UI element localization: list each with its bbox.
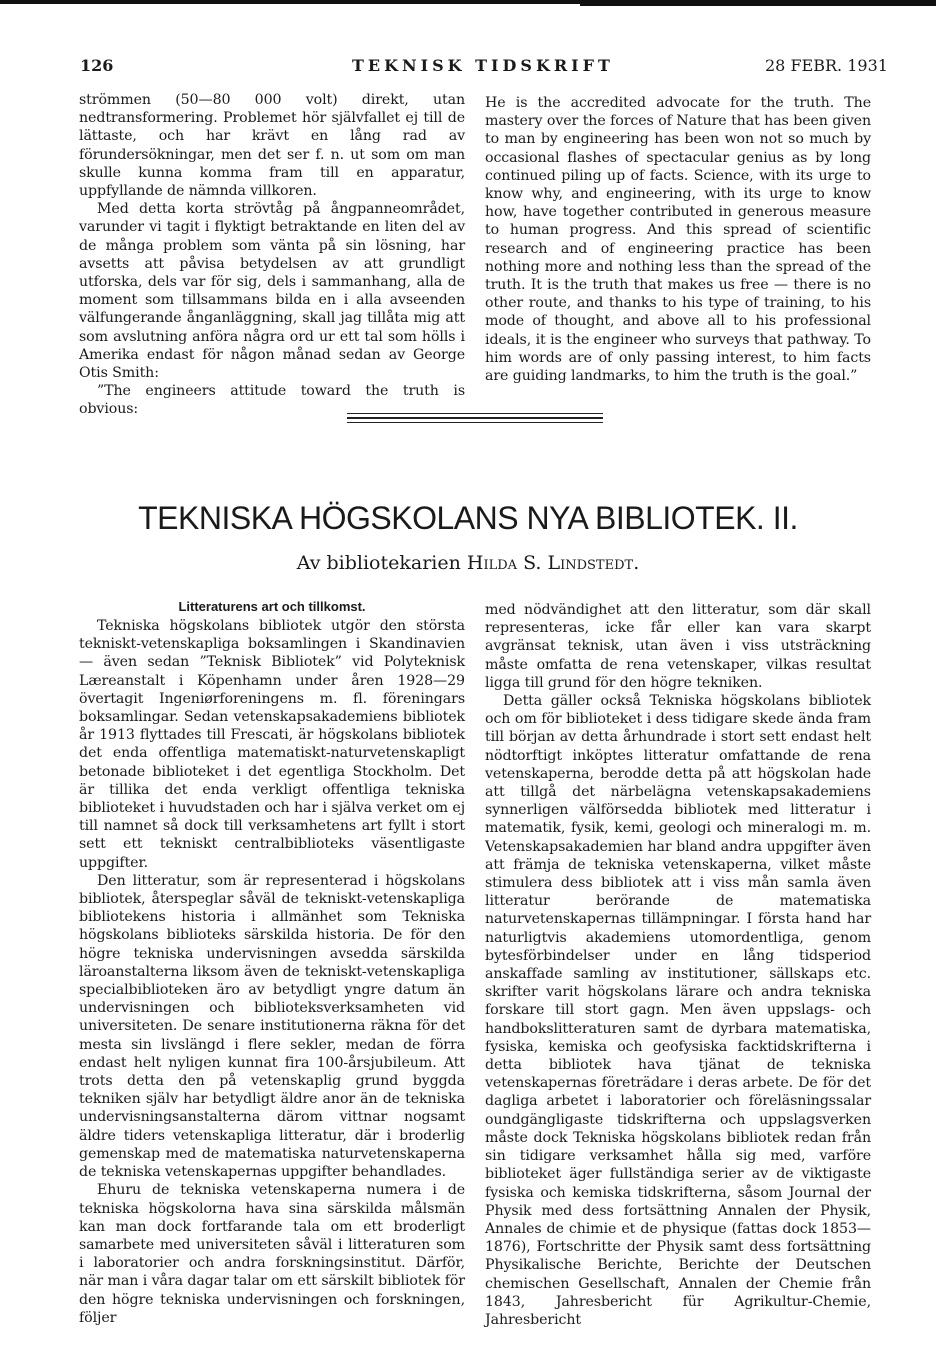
paragraph: He is the accredited advocate for the truth. The mastery over the forces of Nature that has been given to man by engineering has been won not so much by occasional flashes of spectacular genius as by long continued piling up of facts. Science, with its urge to know why, and engineering, with its urge to know how, have together contributed in generous measure to human progress. And this spread of scientific research and of engineering practice has been nothing more and nothing less than the spread of the truth. It is the truth that makes us free — there is no other route, and thanks to his type of training, to his mode of thought, and above all to his professional ideals, it is the engineer who surveys that pathway. To him words are of only passing interest, to him facts are guiding landmarks, to him the truth is the goal.” — [485, 95, 871, 385]
page-top-border-edge — [580, 0, 936, 6]
top-right-column — [485, 94, 871, 385]
paragraph: Tekniska högskolans bibliotek utgör den största tekniskt-vetenskapliga boksamlingen i Skandinavien — även sedan ”Teknisk Bibliotek” vid Polyteknisk Læreanstalt i Köpenhamn under åren 1928—29 övertagit Ingeniørforeningens m. fl. föreningars boksamlingar. Sedan vetenskapsakademiens bibliotek år 1913 flyttades till Frescati, är högskolans bibliotek det enda offentliga matematiskt-naturvetenskapligt betonade biblioteket i det egentliga Stockholm. Det är tillika det enda verkligt offentliga tekniska biblioteket i huvudstaden och har i själva verket om ej till namnet så dock till verksamhetens art fyllt i stort sett ett tekniskt centralbiblioteks väsentligaste uppgifter. — [79, 618, 465, 871]
bottom-right-column — [485, 601, 871, 1329]
article-title: TEKNISKA HÖGSKOLANS NYA BIBLIOTEK. II. — [138, 500, 798, 536]
byline-prefix: Av bibliotekarien — [296, 552, 467, 574]
paragraph: Med detta korta strövtåg på ångpanneområdet, varunder vi tagit i flyktigt betraktande en liten del av de många problem som vänta på sin lösning, har avsetts att påvisa betydelsen av att grundligt utforska, dels var för sig, dels i sammanhang, alla de moment som tillsammans bilda en i alla avseenden välfungerande ånganläggning, skall jag tillåta mig att som avslutning anföra några ord ur ett tal som hölls i Amerika endast för någon månad sedan av George Otis Smith: — [79, 201, 465, 382]
paragraph: med nödvändighet att den litteratur, som där skall representeras, icke får eller kan vara skarpt avgränsat teknisk, utan även i viss utsträckning måste omfatta de rena vetenskaper, vilkas resultat ligga till grund för den högre tekniken. — [485, 602, 871, 691]
issue-date: 28 FEBR. 1931 — [765, 56, 888, 75]
page-number: 126 — [80, 56, 114, 75]
journal-title: TEKNISK TIDSKRIFT — [352, 56, 614, 75]
paragraph: strömmen (50—80 000 volt) direkt, utan nedtransformering. Problemet hör självfallet ej till de lättaste, och har krävt en lång rad av förundersökningar, men det ser f. n. ut som om man skulle kunna komma fram till en apparatur, uppfyllande de nämnda villkoren. — [79, 92, 465, 200]
bottom-left-column — [79, 617, 465, 1327]
section-divider-line — [347, 417, 603, 419]
byline — [0, 552, 936, 574]
paragraph: Ehuru de tekniska vetenskaperna numera i de tekniska högskolorna hava sina särskilda målsmän kan man dock fortfarande tala om ett broderligt samarbete med universiteten såväl i litteraturen som i laboratorier och andra forskningsinstitut. Därför, när man i våra dagar talar om ett särskilt bibliotek för den högre tekniska undervisningen och forskningen, följer — [79, 1182, 465, 1326]
section-heading: Litteraturens art och tillkomst. — [178, 599, 366, 614]
top-left-column — [79, 91, 465, 419]
author-name: Hilda S. Lindstedt. — [466, 552, 640, 574]
paragraph: Den litteratur, som är representerad i högskolans bibliotek, återspeglar såväl de tekniskt-vetenskapliga bibliotekens historia i allmänhet som Tekniska högskolans biblioteks särskilda historia. De för den högre tekniska undervisningen avsedda särskilda läroanstalterna liksom även de tekniskt-vetenskapliga specialbiblioteken äro av betydligt yngre datum än undervisningen och biblioteksverksamheten vid universiteten. De senare institutionerna räkna för det mesta sin livslängd i flere sekler, medan de förra endast helt nyligen kunnat fira 100-årsjubileum. Att trots detta den på vetenskaplig grund byggda tekniken själv har betydligt äldre anor än de tekniska undervisningsanstalterna därom vittnar nogsamt äldre tiders vetenskapliga litteratur, där i broderlig gemenskap med de matematiska naturvetenskaperna de tekniska vetenskapernas uppgifter behandlades. — [79, 872, 465, 1181]
paragraph: ”The engineers attitude toward the truth is obvious: — [79, 383, 465, 418]
section-divider-line — [347, 413, 603, 414]
section-divider-line — [347, 422, 603, 423]
paragraph: Detta gäller också Tekniska högskolans bibliotek och om för biblioteket i dess tidigare skede ända fram till början av detta århundrade i stort sett endast helt nödtorftigt inköptes litteratur omfattande de rena vetenskaperna, berodde detta på att högskolan hade att tillgå det närbelägna vetenskapsakademiens synnerligen välförsedda bibliotek med litteratur i matematik, fysik, kemi, geologi och mineralogi m. m. Vetenskapsakademien har bland andra uppgifter även att främja de tekniska vetenskaperna, vilket måste stimulera dess bibliotek att i viss mån samla även litteratur berörande de matematiska naturvetenskapernas tillämpningar. I första hand har naturligtvis akademiens utomordentliga, genom bytesförbindelser under en lång tidsperiod anskaffade samling av institutioner, sällskaps etc. skrifter varit högskolans lärare och andra tekniska forskare till stort gagn. Men även uppslags- och handbokslitteraturen samt de dyrbara matematiska, fysiska, kemiska och geofysiska facktidskrifterna i detta bibliotek hava tjänat de tekniska vetenskapernas företrädare i deras arbete. De för det dagliga arbetet i laboratorier och föreläsningssalar oundgängligaste tidskrifterna och uppslagsverken måste dock Tekniska högskolans bibliotek redan från sin tidigare verksamhet hålla sig med, varföre biblioteket äger fullständiga serier av de viktigaste fysiska och kemiska tidskrifterna, såsom Journal der Physik med dess fortsättning Annalen der Physik, Annales de chimie et de physique (fattas dock 1853—1876), Fortschritte der Physik samt dess fortsättning Physikalische Berichte, Berichte der Deutschen chemischen Gesellschaft, Annalen der Chemie från 1843, Jahresbericht für Agrikultur-Chemie, Jahresbericht — [485, 693, 871, 1328]
